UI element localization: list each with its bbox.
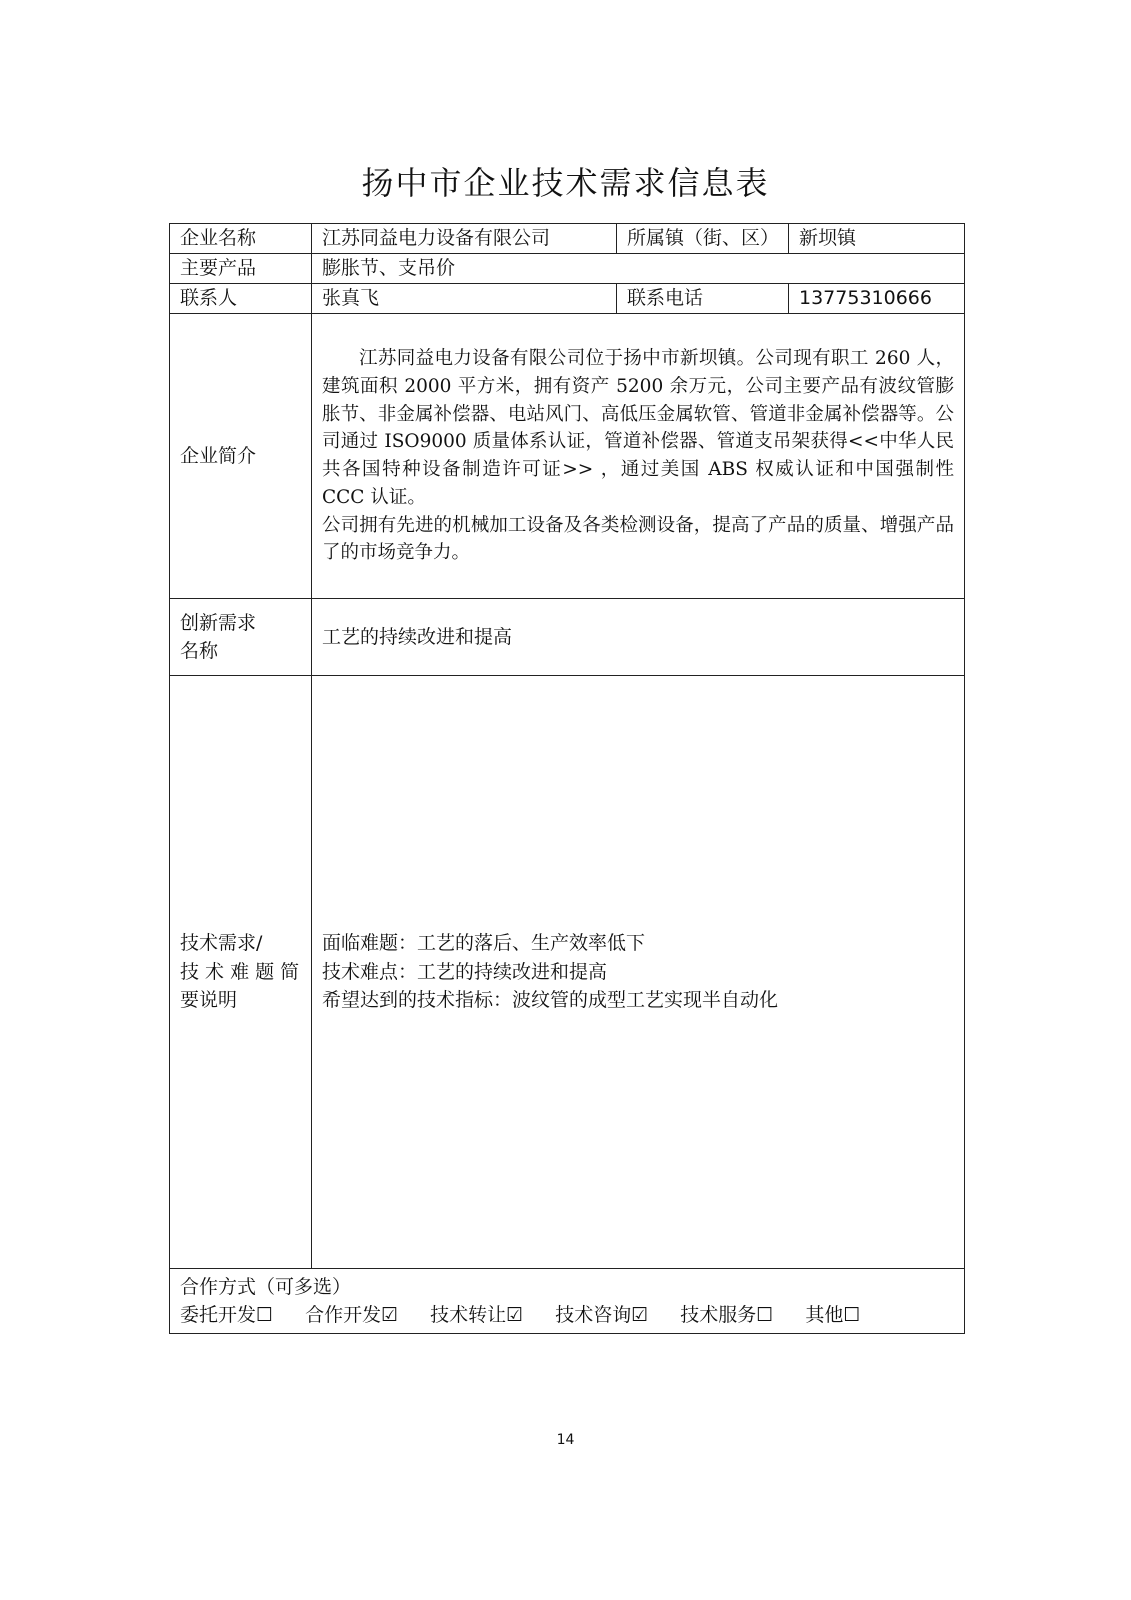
town-label: 所属镇（街、区） <box>617 224 789 254</box>
option-other[interactable]: 其他☐ <box>805 1304 861 1326</box>
table-row <box>170 224 965 254</box>
table-row <box>170 676 965 1269</box>
option-tech-service[interactable]: 技术服务☐ <box>680 1304 774 1326</box>
table-row <box>170 1269 965 1334</box>
page-number: 14 <box>556 1432 575 1448</box>
table-row <box>170 254 965 284</box>
cooperation-cell <box>170 1269 965 1334</box>
products-label: 主要产品 <box>170 254 312 284</box>
checkbox-icon[interactable]: ☐ <box>756 1304 774 1326</box>
tech-line-3: 希望达到的技术指标：波纹管的成型工艺实现半自动化 <box>322 989 779 1012</box>
option-tech-consulting[interactable]: 技术咨询☑ <box>555 1304 649 1326</box>
intro-paragraph-1: 江苏同益电力设备有限公司位于扬中市新坝镇。公司现有职工 260 人，建筑面积 2000 平方米，拥有资产 5200 余万元，公司主要产品有波纹管膨胀节、非金属补偿器、电站风门、高低压金属软管、管道非金属补偿器等。公司通过 ISO9000 质量体系认证，管道补偿器、管道支吊架获得<<中华人民共各国特种设备制造许可证>> ，通过美国 ABS 权威认证和中国强制性 CCC 认证。 <box>322 348 954 508</box>
tech-label-line-2: 技 术 难 题 简 <box>180 960 300 983</box>
page-title: 扬中市企业技术需求信息表 <box>361 164 770 202</box>
contact-label: 联系人 <box>170 284 312 314</box>
innovation-label-line-1: 创新需求 <box>180 611 257 634</box>
phone-label: 联系电话 <box>617 284 789 314</box>
contact-value: 张真飞 <box>312 284 617 314</box>
option-joint-development[interactable]: 合作开发☑ <box>305 1304 399 1326</box>
intro-paragraph-2: 公司拥有先进的机械加工设备及各类检测设备，提高了产品的质量、增强产品了的市场竞争力。 <box>322 514 954 564</box>
checkbox-checked-icon[interactable]: ☑ <box>631 1304 649 1326</box>
checkbox-checked-icon[interactable]: ☑ <box>381 1304 399 1326</box>
cooperation-options <box>180 1301 954 1330</box>
checkbox-icon[interactable]: ☐ <box>256 1304 274 1326</box>
checkbox-checked-icon[interactable]: ☑ <box>506 1304 524 1326</box>
innovation-value: 工艺的持续改进和提高 <box>312 599 965 676</box>
option-tech-transfer[interactable]: 技术转让☑ <box>430 1304 524 1326</box>
company-name-value: 江苏同益电力设备有限公司 <box>312 224 617 254</box>
option-entrusted-development[interactable]: 委托开发☐ <box>180 1304 274 1326</box>
tech-label-line-1: 技术需求/ <box>180 932 263 955</box>
tech-label-line-3: 要说明 <box>180 989 238 1012</box>
phone-value: 13775310666 <box>789 284 965 314</box>
tech-line-1: 面临难题：工艺的落后、生产效率低下 <box>322 932 646 955</box>
cooperation-label: 合作方式（可多选） <box>180 1275 352 1298</box>
info-table <box>169 223 965 1334</box>
intro-content <box>312 314 965 599</box>
tech-label <box>170 676 312 1269</box>
innovation-label <box>170 599 312 676</box>
company-name-label: 企业名称 <box>170 224 312 254</box>
table-row <box>170 284 965 314</box>
products-value: 膨胀节、支吊价 <box>312 254 965 284</box>
checkbox-icon[interactable]: ☐ <box>843 1304 861 1326</box>
innovation-label-line-2: 名称 <box>180 640 219 662</box>
table-row <box>170 314 965 599</box>
tech-line-2: 技术难点：工艺的持续改进和提高 <box>322 960 608 983</box>
tech-content <box>312 676 965 1269</box>
table-row <box>170 599 965 676</box>
intro-label: 企业简介 <box>170 314 312 599</box>
town-value: 新坝镇 <box>789 224 965 254</box>
